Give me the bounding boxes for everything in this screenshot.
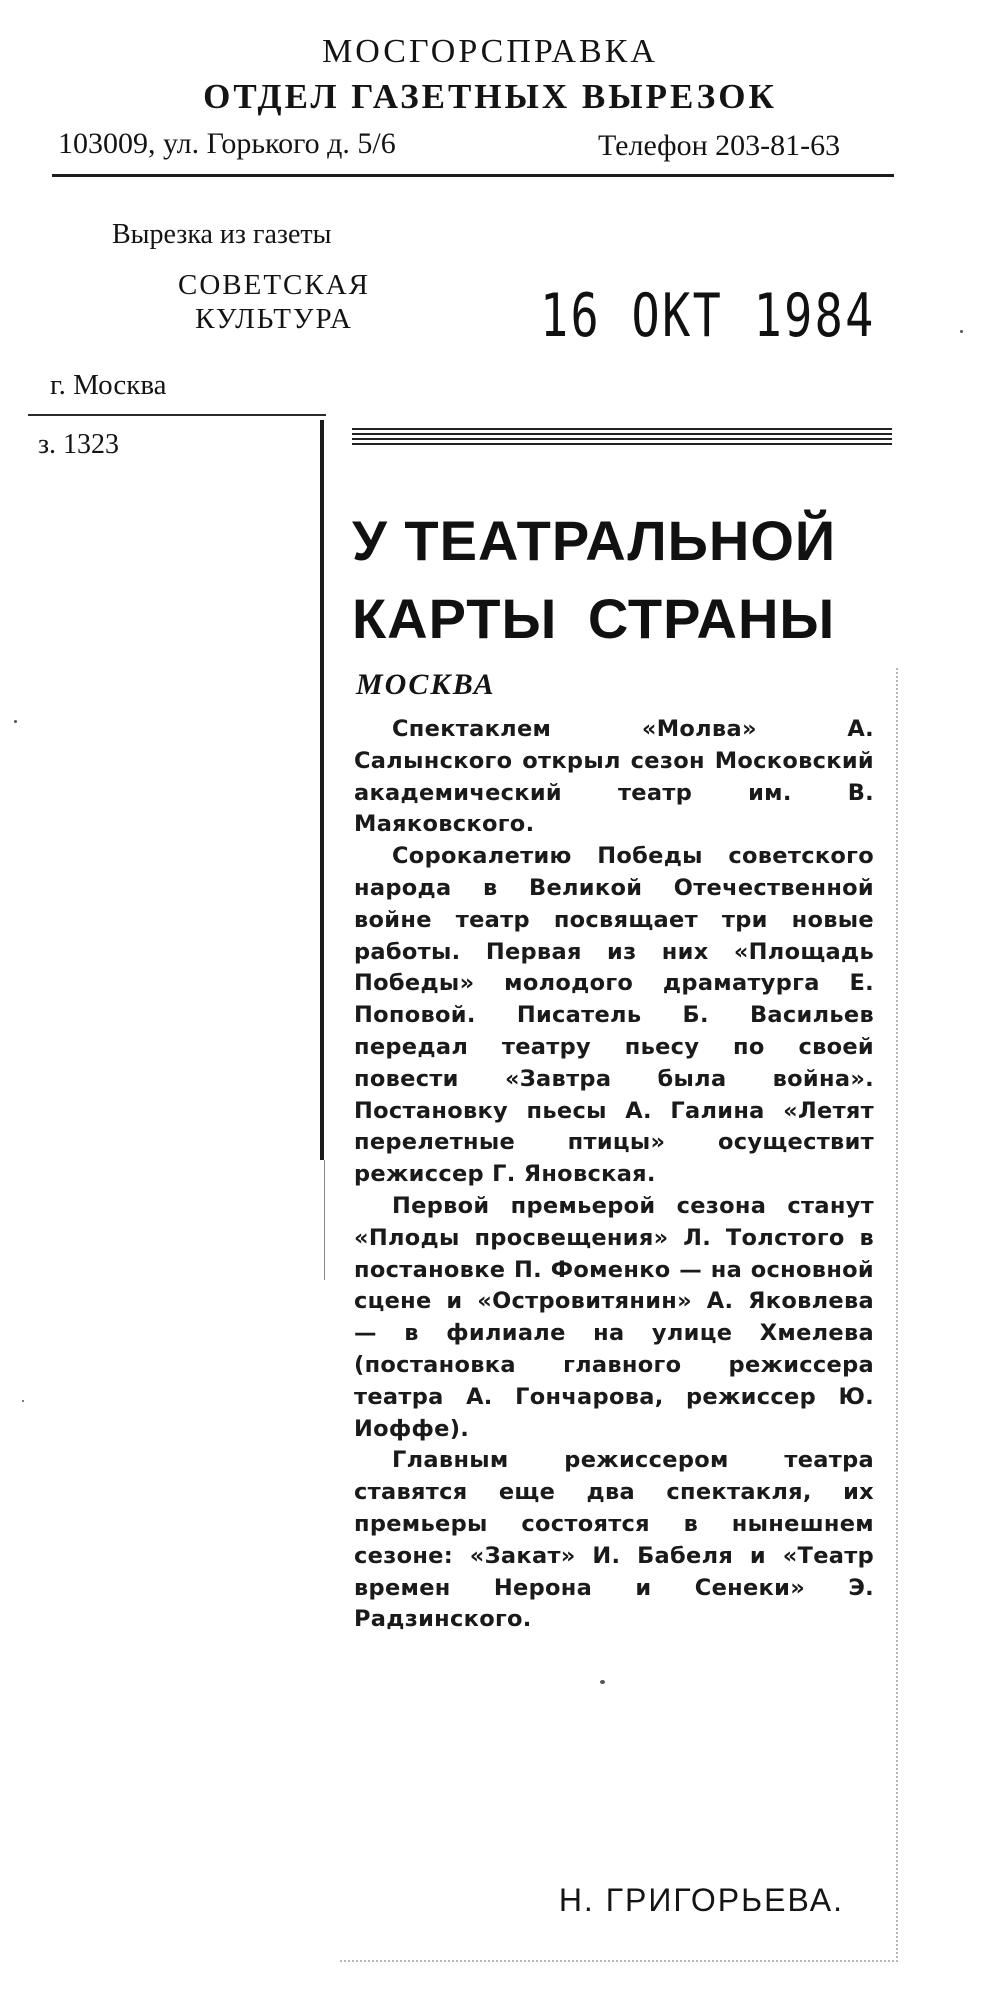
scan-speck [960,330,963,333]
agency-name: МОСГОРСПРАВКА [322,33,658,70]
newspaper-name-line2: КУЛЬТУРА [195,303,353,335]
department-name: ОТДЕЛ ГАЗЕТНЫХ ВЫРЕЗОК [203,77,777,116]
clipping-label: Вырезка из газеты [112,219,332,250]
headline-rules [352,428,892,448]
column-rule-faint [324,1160,325,1280]
clipping-city: г. Москва [50,369,167,401]
newspaper-name [138,268,410,336]
headline-line1: У ТЕАТРАЛЬНОЙ [352,509,837,572]
article-paragraph: Сорокалетию Победы советского народа в Великой Отечественной войне театр посвящает три новые работы. Первая из них «Площадь Победы» молодого драматурга Е. Поповой. Писатель Б. Васильев передал театру пьесу по своей повести «Завтра была война». Постановку пьесы А. Галина «Летят перелетные птицы» осуществит режиссер Г. Яновская. [354,843,874,1188]
scan-speck [14,720,17,723]
article-paragraph: Главным режиссером театра ставятся еще два спектакля, их премьеры состоятся в нынешнем сезоне: «Закат» И. Бабеля и «Театр времен Нерона и Сенеки» Э. Радзинского. [354,1447,874,1633]
agency-phone: Телефон 203-81-63 [598,129,841,162]
article-paragraph: Первой премьерой сезона станут «Плоды просвещения» Л. Толстого в постановке П. Фоменко — на основной сцене и «Островитянин» А. Яковлева — в филиале на улице Хмелева (постановка главного режиссера театра А. Гончарова, режиссер Ю. Иоффе). [354,1192,874,1442]
column-rule [320,420,324,1160]
article-dateline: МОСКВА [356,668,496,701]
article-headline [352,502,912,658]
agency-address: 103009, ул. Горького д. 5/6 [58,127,396,160]
headline-line2: КАРТЫ СТРАНЫ [352,587,836,650]
meta-divider [28,414,326,416]
date-stamp: 16 ОКТ 1984 [540,281,876,351]
scan-speck [600,1680,605,1684]
newspaper-name-line1: СОВЕТСКАЯ [177,269,371,301]
article-paragraph: Спектаклем «Молва» А. Салынского открыл сезон Московский академический театр им. В. Маяковского. [354,716,874,838]
article-body [354,714,874,1636]
order-number: з. 1323 [38,429,120,460]
scan-speck [22,1400,24,1402]
article-byline: Н. ГРИГОРЬЕВА. [558,1882,844,1918]
header-divider [52,174,894,177]
